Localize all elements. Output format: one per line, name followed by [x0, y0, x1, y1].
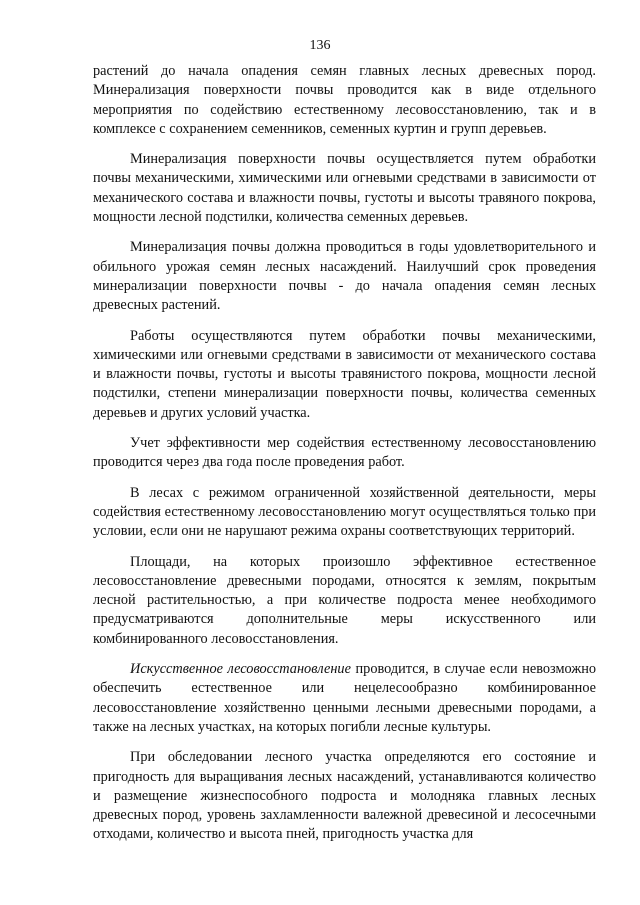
paragraph-mineralization-timing: Минерализация почвы должна проводиться в годы удовлетворительного и обильного урожая семян лесных насаждений. Наилучший срок проведения минерализации поверхности почвы - до начала опадения семян лесных древесных растений. [93, 239, 596, 314]
page-number: 136 [309, 38, 331, 53]
paragraph-effective-areas: Площади, на которых произошло эффективное естественное лесовосстановление древесными породами, относятся к землям, покрытым лесной растительностью, а при количестве подроста менее необходимого предусматриваются дополнительные меры искусственного или комбинированного лесовосстановления. [93, 553, 596, 647]
page-body [93, 62, 596, 856]
paragraph-continuation: растений до начала опадения семян главных лесных древесных пород. Минерализация поверхности почвы проводится как в виде отдельного мероприятия по содействию естественному лесовосстановлению, так и в комплексе с сохранением семенников, семенных куртин и групп деревьев. [93, 63, 596, 137]
paragraph-works-performed: Работы осуществляются путем обработки почвы механическими, химическими или огневыми средствами в зависимости от механического состава и влажности почвы, густоты и высоты травянистого покрова, мощности лесной подстилки, степени минерализации поверхности почвы, количества семенных деревьев и других условий участка. [93, 327, 596, 421]
paragraph-text: проводится, в случае если невозможно обеспечить естественное или нецелесообразно комбинированное лесовосстановление хозяйственно ценными лесными древесными породами, а также на лесных участках, на которых погибли лесные культуры. [93, 661, 596, 735]
paragraph-artificial-reforestation [93, 660, 596, 737]
paragraph-restricted-forests: В лесах с режимом ограниченной хозяйственной деятельности, меры содействия естественному лесовосстановлению могут осуществляться только при условии, если они не нарушают режима охраны соответствующих территорий. [93, 484, 596, 540]
paragraph-efficiency-accounting: Учет эффективности мер содействия естественному лесовосстановлению проводится через два года после проведения работ. [93, 435, 596, 471]
paragraph-mineralization-methods: Минерализация поверхности почвы осуществляется путем обработки почвы механическими, химическими или огневыми средствами в зависимости от механического состава и влажности почвы, густоты и высоты травяного покрова, мощности лесной подстилки, количества семенных деревьев. [93, 151, 596, 226]
paragraph-site-survey: При обследовании лесного участка определяются его состояние и пригодность для выращивания лесных насаждений, устанавливаются количество и размещение жизнеспособного подроста и молодняка главных лесных древесных пород, уровень захламленности валежной древесиной и лесосечными отходами, количество и высота пней, пригодность участка для [93, 749, 596, 843]
italic-term: Искусственное лесовосстановление [130, 661, 351, 678]
